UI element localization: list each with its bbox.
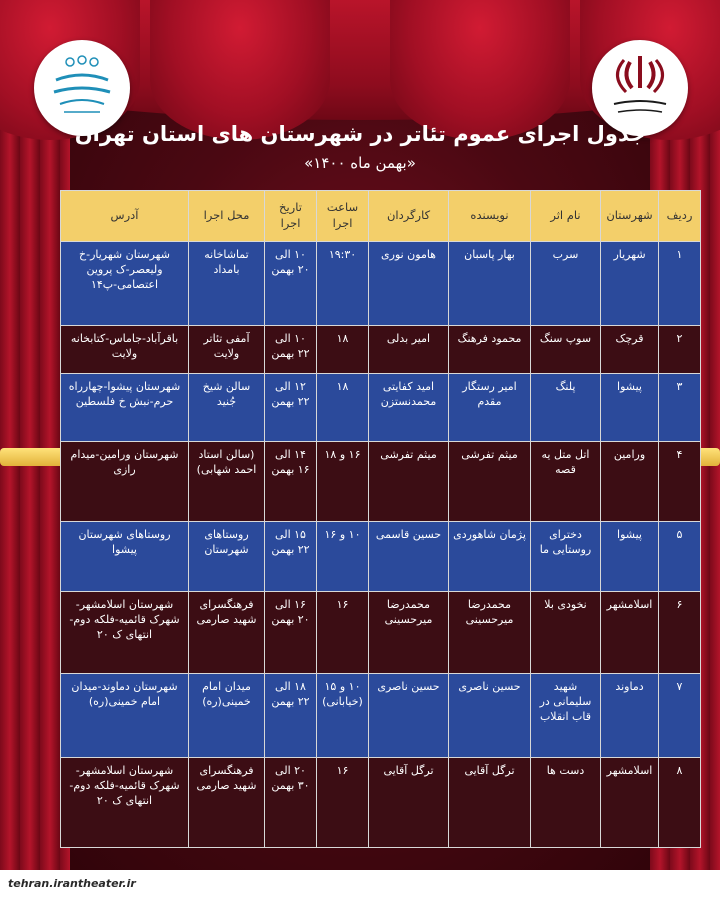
footer-bar bbox=[0, 870, 720, 900]
page-title: جدول اجرای عموم تئاتر در شهرستان های استان تهران bbox=[74, 122, 646, 146]
cell-director: حسین ناصری bbox=[369, 674, 449, 758]
cell-title: شهید سلیمانی در قاب انقلاب bbox=[531, 674, 601, 758]
website-link[interactable]: tehran.irantheater.ir bbox=[8, 877, 136, 890]
cell-director: حسین قاسمی bbox=[369, 522, 449, 592]
cell-time: ۱۹:۳۰ bbox=[317, 242, 369, 326]
valance-fold-center-left bbox=[150, 0, 330, 140]
cell-date: ۱۲ الی ۲۲ بهمن bbox=[265, 374, 317, 442]
cell-time: ۱۸ bbox=[317, 326, 369, 374]
header-time: ساعت اجرا bbox=[317, 191, 369, 242]
cell-time: ۱۶ و ۱۸ bbox=[317, 442, 369, 522]
cell-venue: (سالن استاد احمد شهابی) bbox=[189, 442, 265, 522]
cell-time: ۱۰ و ۱۶ bbox=[317, 522, 369, 592]
cell-venue: روستاهای شهرستان bbox=[189, 522, 265, 592]
cell-city: ورامین bbox=[601, 442, 659, 522]
page-subtitle: «بهمن ماه ۱۴۰۰» bbox=[304, 154, 416, 172]
header-venue: محل اجرا bbox=[189, 191, 265, 242]
cell-venue: میدان امام خمینی(ره) bbox=[189, 674, 265, 758]
iran-emblem-icon bbox=[600, 48, 680, 128]
cell-writer: پژمان شاهوردی bbox=[449, 522, 531, 592]
cell-venue: فرهنگسرای شهید صارمی bbox=[189, 592, 265, 674]
cell-date: ۲۰ الی ۳۰ بهمن bbox=[265, 758, 317, 848]
cell-time: ۱۶ bbox=[317, 758, 369, 848]
cell-title: اتل متل یه قصه bbox=[531, 442, 601, 522]
cell-city: شهریار bbox=[601, 242, 659, 326]
cell-title: سوپ سنگ bbox=[531, 326, 601, 374]
cell-venue: آمفی تئاتر ولایت bbox=[189, 326, 265, 374]
cell-director: محمدرضا میرحسینی bbox=[369, 592, 449, 674]
table-row bbox=[61, 242, 701, 326]
cell-address: شهرستان پیشوا-چهارراه حرم-نبش خ فلسطین bbox=[61, 374, 189, 442]
cell-time: ۱۸ bbox=[317, 374, 369, 442]
cell-city: پیشوا bbox=[601, 522, 659, 592]
valance-fold-center-right bbox=[390, 0, 570, 140]
cell-time: ۱۰ و ۱۵ (خیابانی) bbox=[317, 674, 369, 758]
cell-title: پلنگ bbox=[531, 374, 601, 442]
cell-city: دماوند bbox=[601, 674, 659, 758]
cell-venue: سالن شیخ جُنید bbox=[189, 374, 265, 442]
cell-writer: محمدرضا میرحسینی bbox=[449, 592, 531, 674]
header-writer: نویسنده bbox=[449, 191, 531, 242]
cell-row-number: ۳ bbox=[659, 374, 701, 442]
table-row bbox=[61, 674, 701, 758]
cell-row-number: ۲ bbox=[659, 326, 701, 374]
cell-director: هامون نوری bbox=[369, 242, 449, 326]
cell-address: باقرآباد-جاماس-کتابخانه ولایت bbox=[61, 326, 189, 374]
table-header-row bbox=[61, 191, 701, 242]
cell-date: ۱۸ الی ۲۲ بهمن bbox=[265, 674, 317, 758]
table-row bbox=[61, 374, 701, 442]
cell-row-number: ۱ bbox=[659, 242, 701, 326]
cell-date: ۱۶ الی ۲۰ بهمن bbox=[265, 592, 317, 674]
cell-address: شهرستان دماوند-میدان امام خمینی(ره) bbox=[61, 674, 189, 758]
cell-row-number: ۴ bbox=[659, 442, 701, 522]
cell-address: شهرستان اسلامشهر-شهرک قائمیه-فلکه دوم-انتهای ک ۲۰ bbox=[61, 758, 189, 848]
cell-writer: حسین ناصری bbox=[449, 674, 531, 758]
table-row bbox=[61, 442, 701, 522]
header-city: شهرستان bbox=[601, 191, 659, 242]
header-title: نام اثر bbox=[531, 191, 601, 242]
cell-address: شهرستان ورامین-میدام رازی bbox=[61, 442, 189, 522]
cell-row-number: ۷ bbox=[659, 674, 701, 758]
cell-venue: تماشاخانه بامداد bbox=[189, 242, 265, 326]
cell-city: اسلامشهر bbox=[601, 758, 659, 848]
cell-title: دخترای روستایی ما bbox=[531, 522, 601, 592]
cell-address: شهرستان اسلامشهر-شهرک قائمیه-فلکه دوم-انتهای ک ۲۰ bbox=[61, 592, 189, 674]
cell-address: شهرستان شهریار-خ ولیعصر-ک پروین اعتصامی-پ۱۴ bbox=[61, 242, 189, 326]
cell-row-number: ۶ bbox=[659, 592, 701, 674]
cell-director: ترگل آقایی bbox=[369, 758, 449, 848]
cell-director: امیر بدلی bbox=[369, 326, 449, 374]
header-address: آدرس bbox=[61, 191, 189, 242]
cell-title: سرب bbox=[531, 242, 601, 326]
table-row bbox=[61, 326, 701, 374]
header-director: کارگردان bbox=[369, 191, 449, 242]
header-row-number: ردیف bbox=[659, 191, 701, 242]
cell-date: ۱۵ الی ۲۲ بهمن bbox=[265, 522, 317, 592]
schedule-table bbox=[60, 190, 701, 848]
cell-title: دست ها bbox=[531, 758, 601, 848]
cell-address: روستاهای شهرستان پیشوا bbox=[61, 522, 189, 592]
cell-row-number: ۵ bbox=[659, 522, 701, 592]
cell-city: پیشوا bbox=[601, 374, 659, 442]
cell-date: ۱۰ الی ۲۰ بهمن bbox=[265, 242, 317, 326]
cell-venue: فرهنگسرای شهید صارمی bbox=[189, 758, 265, 848]
cell-date: ۱۰ الی ۲۲ بهمن bbox=[265, 326, 317, 374]
theater-association-emblem-icon bbox=[42, 48, 122, 128]
cell-row-number: ۸ bbox=[659, 758, 701, 848]
header-date: تاریخ اجرا bbox=[265, 191, 317, 242]
cell-date: ۱۴ الی ۱۶ بهمن bbox=[265, 442, 317, 522]
cell-writer: بهار پاسبان bbox=[449, 242, 531, 326]
cell-writer: امیر رستگار مقدم bbox=[449, 374, 531, 442]
cell-writer: محمود فرهنگ bbox=[449, 326, 531, 374]
cell-city: قرچک bbox=[601, 326, 659, 374]
cell-title: نخودی بلا bbox=[531, 592, 601, 674]
table-row bbox=[61, 592, 701, 674]
cell-director: امید کفایتی محمدنستزن bbox=[369, 374, 449, 442]
cell-writer: میثم تفرشی bbox=[449, 442, 531, 522]
table-row bbox=[61, 758, 701, 848]
table-row bbox=[61, 522, 701, 592]
cell-director: میثم تفرشی bbox=[369, 442, 449, 522]
cell-city: اسلامشهر bbox=[601, 592, 659, 674]
cell-writer: ترگل آقایی bbox=[449, 758, 531, 848]
cell-time: ۱۶ bbox=[317, 592, 369, 674]
